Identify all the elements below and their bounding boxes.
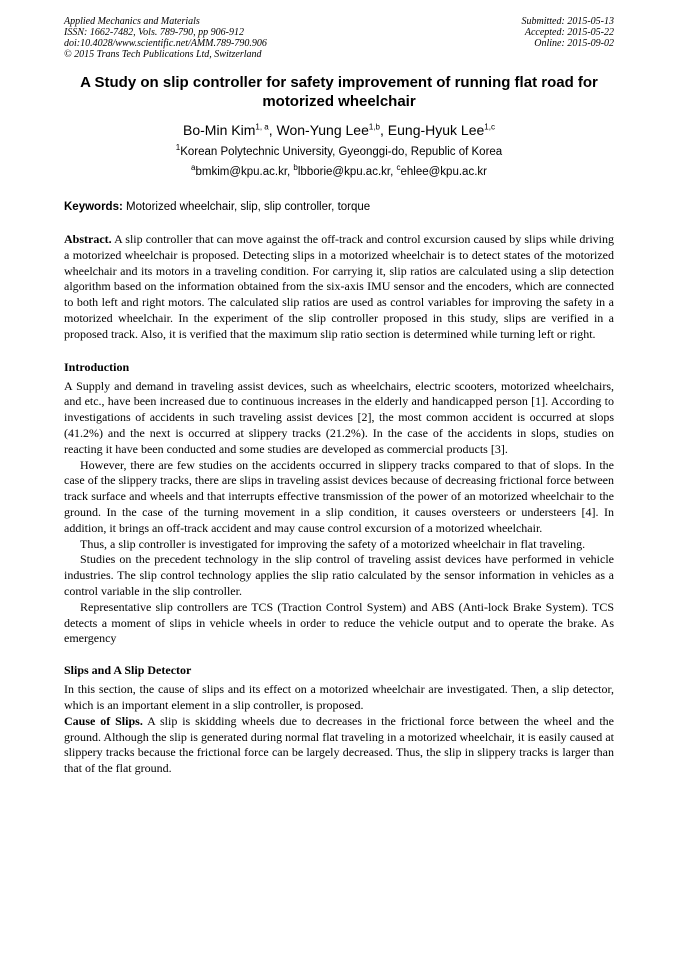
online-date: Online: 2015-09-02 (534, 38, 614, 49)
slips-intro-paragraph: In this section, the cause of slips and its effect on a motorized wheelchair are investigated. Then, a slip detector, which is an important element in a slip controller, is proposed. (64, 682, 614, 712)
keywords-text: Motorized wheelchair, slip, slip controller, torque (126, 201, 371, 213)
author-sup: 1,b (368, 122, 380, 132)
author-sup: 1,c (484, 122, 495, 132)
slips-heading: Slips and A Slip Detector (64, 663, 192, 678)
email-sup: b (293, 163, 298, 173)
author-sup: 1, a (255, 122, 269, 132)
accepted-date: Accepted: 2015-05-22 (524, 27, 614, 38)
intro-paragraph-1: A Supply and demand in traveling assist devices, such as wheelchairs, electric scooters, motorized wheelchairs, and etc., have been increased due to continuous increases in the elderly and handicapped person [1]. According to investigations of accidents in such traveling assist devices [2], the most common accident is occurred at slops (41.2%) and the next is occurred at slippery tracks (21.2%). In the case of the accidents in slops, studies on reacting it have been conducted and some studies are developed as commercial products [3]. (64, 378, 614, 456)
abstract-text: A slip controller that can move against the off-track and control excursion caused by slips while driving a motorized wheelchair is proposed. Detecting slips in a motorized wheelchair is to detect states of the motorized wheelchair and its motors in a traveling condition. For carrying it, slip ratios are calculated using a slip detection algorithm based on the information obtained from the six-axis IMU sensor and the encoders, which are connected to both left and right motors. The calculated slip ratios are used as control variables for improving the safety in a motorized wheelchair. In the experiment of the slip controller proposed in this study, slips are verified in a proposed track. Also, it is verified that the maximum slip ratio section is determined while turning left or right. (64, 232, 614, 341)
journal-header (64, 16, 614, 60)
journal-name: Applied Mechanics and Materials (64, 16, 200, 27)
email-link[interactable]: lbborie@kpu.ac.kr (297, 166, 391, 178)
author-emails (64, 165, 614, 180)
keywords-label: Keywords: (64, 201, 123, 213)
intro-paragraph-4: Studies on the precedent technology in the slip control of traveling assist devices have performed in vehicle industries. The slip control technology applies the slip ratio calculated by the sensor information in vehicles as a control variable in the slip controller. (64, 552, 614, 598)
email-sep: , (390, 166, 397, 178)
author-name: Eung-Hyuk Lee (387, 122, 485, 138)
author-name: Won-Yung Lee (276, 122, 369, 138)
intro-paragraph-3: Thus, a slip controller is investigated for improving the safety of a motorized wheelchair in flat traveling. (80, 536, 586, 551)
journal-info (64, 16, 267, 60)
email-sup: a (191, 163, 196, 173)
author-sep: , (380, 122, 388, 138)
email-sep: , (287, 166, 294, 178)
paper-title: A Study on slip controller for safety improvement of running flat road for motorized wheelchair (80, 74, 598, 110)
submitted-date: Submitted: 2015-05-13 (521, 16, 614, 27)
intro-paragraph-2: However, there are few studies on the accidents occurred in slippery tracks compared to that of slops. In the case of the slippery tracks, there are slips in traveling assist devices because of decreasing frictional force between track surface and wheels and that interrupts effective transmission of the power of an motorized wheelchair to the ground. In the case of the turning movement in a slip condition, it causes oversteers or understeers [4]. In addition, it brings an off-track accident and may cause control excursion of a motorized wheelchair. (64, 457, 614, 535)
author-name: Bo-Min Kim (183, 122, 256, 138)
submission-dates (522, 16, 615, 60)
journal-doi: doi:10.4028/www.scientific.net/AMM.789-790.906 (64, 38, 267, 49)
journal-issn: ISSN: 1662-7482, Vols. 789-790, pp 906-912 (64, 27, 244, 38)
email-link[interactable]: ehlee@kpu.ac.kr (400, 166, 487, 178)
introduction-heading: Introduction (64, 359, 130, 374)
paper-page (64, 16, 614, 777)
email-sup: c (396, 163, 401, 173)
cause-of-slips-paragraph (64, 714, 614, 777)
author-sep: , (268, 122, 277, 138)
abstract (64, 232, 614, 343)
intro-paragraph-5: Representative slip controllers are TCS (Traction Control System) and ABS (Anti-lock Brake System). TCS detects a moment of slips in vehicle wheels in order to reduce the vehicle output and to operate the brake. As emergency (64, 599, 614, 646)
cause-of-slips-text: A slip is skidding wheels due to decreases in the frictional force between the wheel and the ground. Although the slip is generated during normal flat traveling in a motorized wheelchair, it is easily caused at slippery tracks because the frictional force can be largely decreased. Thus, the slip in slippery tracks is larger than that of the flat ground. (64, 713, 615, 776)
email-link[interactable]: bmkim@kpu.ac.kr (195, 166, 288, 178)
affiliation-sup: 1 (175, 143, 181, 153)
keywords (64, 200, 614, 214)
abstract-label: Abstract. (64, 232, 112, 246)
affiliation-text: Korean Polytechnic University, Gyeonggi-do, Republic of Korea (180, 146, 503, 158)
journal-copyright: © 2015 Trans Tech Publications Ltd, Switzerland (64, 49, 262, 60)
author-list (64, 122, 614, 139)
cause-of-slips-label: Cause of Slips. (64, 713, 143, 728)
affiliation (64, 145, 614, 160)
